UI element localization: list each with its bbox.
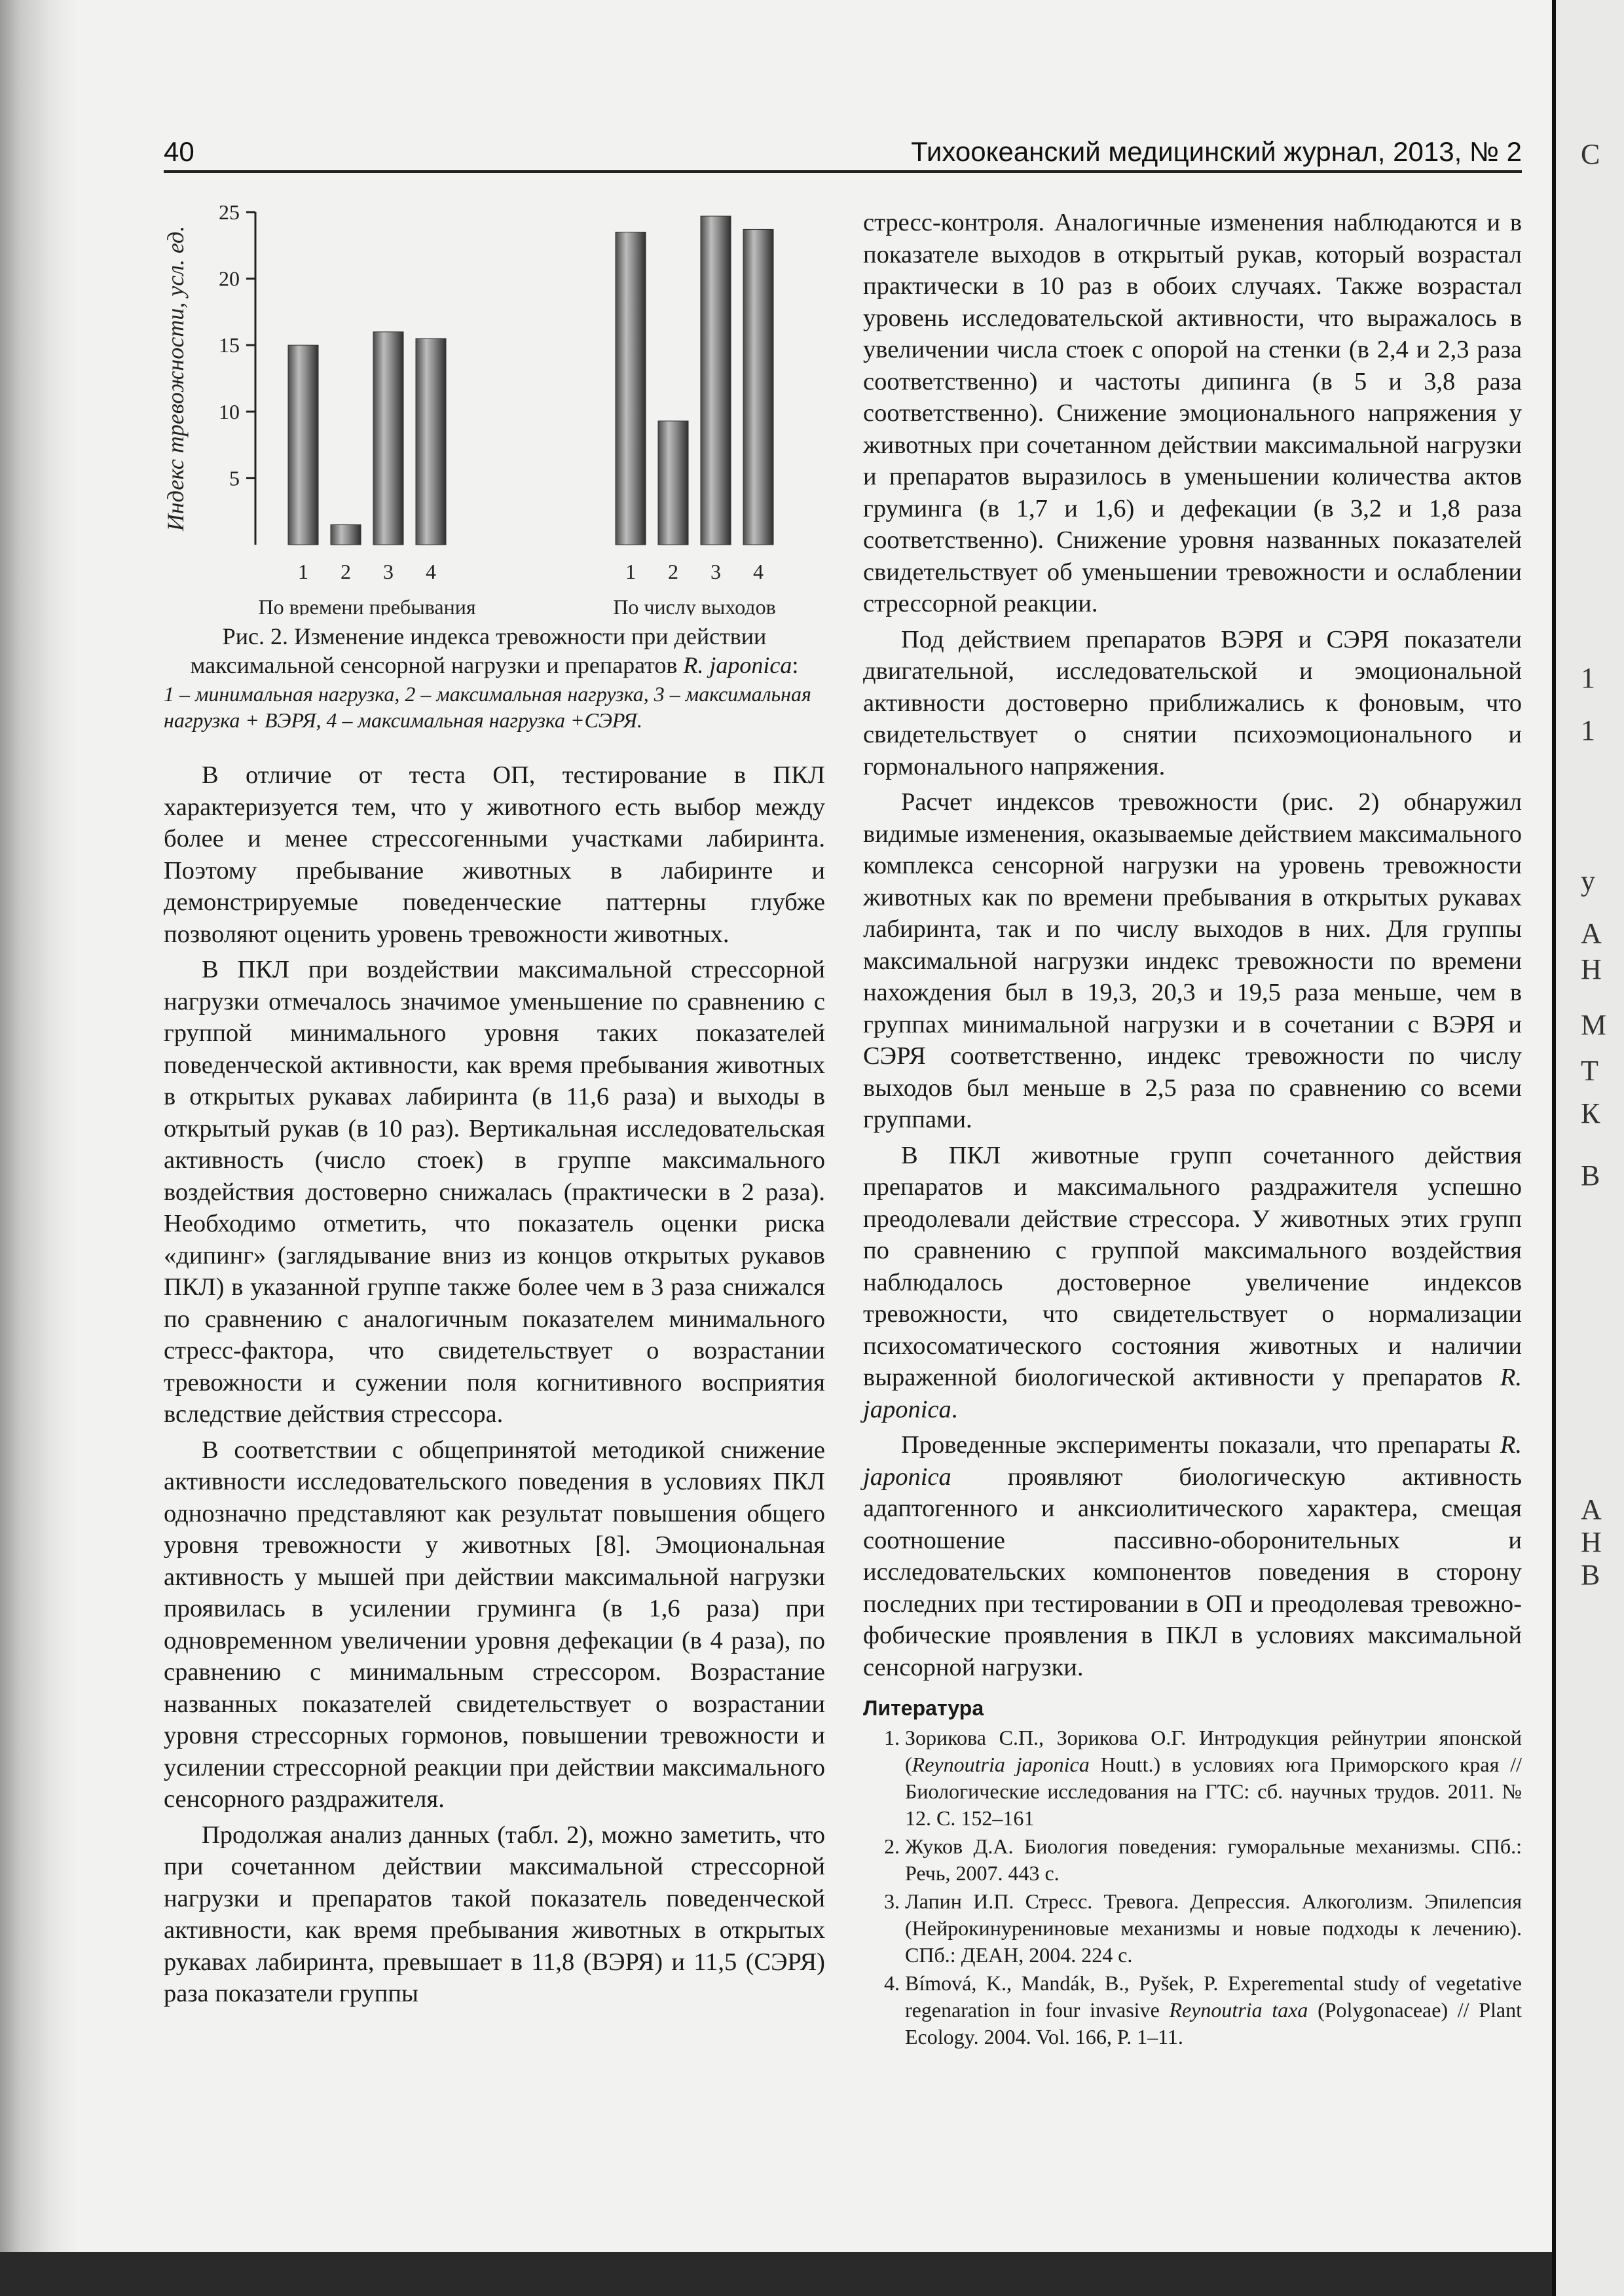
next-page-fragment: Т	[1581, 1055, 1598, 1087]
y-tick-label: 10	[219, 399, 240, 424]
bar	[288, 345, 318, 545]
caption-line-2-text: максимальной сенсорной нагрузки и препаратов	[190, 652, 684, 678]
left-paragraph-4: Продолжая анализ данных (табл. 2), можно заметить, что при сочетанном действии максимальной стрессорной нагрузки и препаратов такой показатель поведенческой активности, как время пребывания животных в открытых рукавах лабиринта, превышает в 11,8 (ВЭРЯ) и 11,5 (СЭРЯ) раза показатели группы	[164, 1821, 825, 2007]
y-tick-label: 25	[219, 200, 240, 224]
page-number: 40	[164, 136, 194, 167]
references	[863, 1695, 1522, 2050]
reference-item	[905, 1888, 1522, 1969]
figure-legend: 1 – минимальная нагрузка, 2 – максимальная нагрузка, 3 – максимальная нагрузка + ВЭРЯ, 4 – максимальная нагрузка +СЭРЯ.	[164, 682, 811, 732]
reference-text-end: (Polygonaceae) // Plant Ecology. 2004. Vol. 166, P. 1–11.	[905, 1998, 1522, 2049]
reference-italic: Reynoutria japonica	[912, 1753, 1090, 1776]
reference-item	[905, 1970, 1522, 2050]
group-label: По числу выходов	[613, 595, 776, 615]
references-list	[863, 1724, 1522, 2050]
caption-line-2	[164, 651, 825, 680]
y-axis-label: Индекс тревожности, усл. ед.	[164, 225, 189, 532]
reference-text-end: Houtt.) в условиях юга Приморского края // Биологические исследования на ГТС: сб. научных трудов. 2011. № 12. С. 152–161	[905, 1753, 1522, 1830]
next-page-fragment: К	[1581, 1097, 1600, 1129]
figure-caption	[164, 622, 825, 680]
right-paragraph-5	[863, 1429, 1522, 1683]
bar	[373, 332, 403, 545]
right-paragraph-5-rest: проявляют биологическую активность адаптогенного и анксиолитического характера, смещая соотношение пассивно-оборонительных и исследовательских компонентов поведения в сторону последних при тестировании в ОП и преодолевая тревожно-фобические проявления в ПКЛ в условиях максимальной сенсорной нагрузки.	[863, 1463, 1522, 1681]
y-tick-label: 20	[219, 266, 240, 291]
next-page-fragment: А	[1581, 917, 1602, 949]
x-category-label: 2	[341, 560, 351, 583]
left-column	[164, 759, 825, 2014]
bar	[658, 421, 688, 545]
next-page-fragment: 1	[1581, 662, 1595, 694]
running-header	[164, 130, 1522, 173]
left-paragraph-1: В отличие от теста ОП, тестирование в ПКЛ характеризуется тем, что у животного есть выбор между более и менее стрессогенными участками лабиринта. Поэтому пребывание животных в лабиринте и демонстрируемые поведенческие паттерны глубже позволяют оценить уровень тревожности животных.	[164, 761, 825, 948]
x-category-label: 2	[668, 560, 678, 583]
bar	[616, 232, 646, 545]
right-paragraph-4-text: В ПКЛ животные групп сочетанного действия препаратов и максимального раздражителя успешно преодолевали действие стрессора. У животных этих групп по сравнению с группой максимального воздействия наблюдалось достоверное увеличение индексов тревожности, что свидетельствует о нормализации психосоматического состояния животных и наличии выраженной биологической активности у препаратов	[863, 1141, 1522, 1391]
anxiety-index-chart	[164, 196, 825, 615]
next-page-fragment: Н	[1581, 953, 1602, 985]
next-page-fragment: М	[1581, 1009, 1607, 1041]
book-gutter-shadow	[0, 0, 79, 2252]
next-page-fragment: у	[1581, 865, 1595, 897]
left-paragraph-2: В ПКЛ при воздействии максимальной стрессорной нагрузки отмечалось значимое уменьшение по сравнению с группой минимального уровня таких показателей поведенческой активности, как время пребывания животных в открытых рукавах лабиринта (в 11,6 раза) и выходы в открытый рукав (в 10 раз). Вертикальная исследовательская активность (число стоек) в группе максимального воздействия достоверно снижалась (практически в 2 раза). Необходимо отметить, что показатель оценки риска «дипинг» (заглядывание вниз из концов открытых рукавов ПКЛ) в указанной группе также более чем в 3 раза снижался по сравнению с аналогичным показателем минимального стресс-фактора, что свидетельствует о возрастании тревожности и сужении поля когнитивного восприятия вследствие действия стрессора.	[164, 956, 825, 1428]
right-column	[863, 207, 1522, 2052]
right-paragraph-2: Под действием препаратов ВЭРЯ и СЭРЯ показатели двигательной, исследовательской и эмоциональной активности достоверно приближались к фоновым, что свидетельствует о снятии психоэмоционального и гормонального напряжения.	[863, 625, 1522, 780]
adjacent-page-edge	[1552, 0, 1624, 2296]
journal-title: Тихоокеанский медицинский журнал, 2013, № 2	[911, 136, 1522, 167]
reference-item	[905, 1833, 1522, 1887]
species-name: R. japonica	[863, 1431, 1522, 1491]
next-page-fragment: В	[1581, 1559, 1600, 1591]
next-page-fragment: С	[1581, 138, 1600, 170]
right-paragraph-1: стресс-контроля. Аналогичные изменения наблюдаются и в показателе выходов в открытый рукав, который возрастал практически в 10 раз в обоих случаях. Также возрастал уровень исследовательской активности, что выражалось в увеличении числа стоек с опорой на стенки (в 2,4 и 2,3 раза соответственно) и частоты дипинга (в 5 и 3,8 раза соответственно). Снижение эмоционального напряжения у животных при сочетанном действии максимальной нагрузки и препаратов выразилось в уменьшении количества актов груминга (в 1,7 и 1,6) и дефекации (в 3,2 и 1,8 раза соответственно). Снижение уровня названных показателей свидетельствует об уменьшении тревожности и ослаблении стрессорной реакции.	[863, 209, 1522, 617]
y-tick-label: 15	[219, 333, 240, 357]
next-page-fragment: А	[1581, 1493, 1602, 1525]
x-category-label: 4	[753, 560, 764, 583]
caption-line-1: Рис. 2. Изменение индекса тревожности при действии	[222, 623, 767, 649]
reference-italic: Reynoutria taxa	[1169, 1998, 1308, 2022]
bar	[331, 525, 361, 545]
reference-text: Жуков Д.А. Биология поведения: гуморальные механизмы. СПб.: Речь, 2007. 443 с.	[905, 1834, 1522, 1885]
caption-colon: :	[792, 652, 799, 678]
figure-2	[164, 196, 825, 740]
x-category-label: 4	[426, 560, 436, 583]
bar	[416, 338, 446, 545]
reference-text: Лапин И.П. Стресс. Тревога. Депрессия. Алкоголизм. Эпилепсия (Нейрокинурениновые механизмы и новые подходы к лечению). СПб.: ДЕАН, 2004. 224 с.	[905, 1889, 1522, 1967]
caption-species: R. japonica	[683, 652, 792, 678]
species-name: R. japonica	[863, 1364, 1522, 1423]
right-paragraph-4	[863, 1140, 1522, 1426]
next-page-fragment: 1	[1581, 714, 1595, 746]
right-paragraph-3: Расчет индексов тревожности (рис. 2) обнаружил видимые изменения, оказываемые действием максимального комплекса сенсорной нагрузки на уровень тревожности животных как по времени пребывания в открытых рукавах лабиринта, так и по числу выходов в них. Для группы максимальной нагрузки индекс тревожности по времени нахождения был в 19,3, 20,3 и 19,5 раза меньше, чем в группах минимальной нагрузки и в сочетании с ВЭРЯ и СЭРЯ соответственно, индекс тревожности по числу выходов был меньше в 2,5 раза по сравнению со всеми группами.	[863, 788, 1522, 1133]
right-paragraph-5-start: Проведенные эксперименты показали, что препараты	[901, 1431, 1500, 1459]
next-page-fragment: Н	[1581, 1526, 1602, 1558]
next-page-fragment: В	[1581, 1159, 1600, 1192]
x-category-label: 1	[625, 560, 636, 583]
right-paragraph-4-end: .	[951, 1395, 958, 1423]
left-paragraph-3: В соответствии с общепринятой методикой снижение активности исследовательского поведения в условиях ПКЛ однозначно представляют как результат повышения общего уровня тревожности у животных [8]. Эмоциональная активность у мышей при действии максимальной нагрузки проявилась в усилении груминга (в 1,6 раза) при одновременном увеличении уровня дефекации (в 4 раза), по сравнению с минимальным стрессором. Возрастание названных показателей свидетельствует о возрастании уровня стрессорных гормонов, повышении тревожности и усилении стрессорной реакции при действии максимального сенсорного раздражителя.	[164, 1436, 825, 1813]
reference-text: Зорикова С.П., Зорикова О.Г. Интродукция рейнутрии японской (	[905, 1726, 1522, 1776]
x-category-label: 1	[298, 560, 308, 583]
y-tick-label: 5	[229, 466, 240, 490]
x-category-label: 3	[383, 560, 394, 583]
bar	[701, 216, 731, 545]
reference-text: Bímová, K., Mandák, B., Pyšek, P. Experemental study of vegetative regenaration in four invasive	[905, 1971, 1522, 2022]
bar	[743, 229, 773, 545]
x-category-label: 3	[710, 560, 721, 583]
references-title: Литература	[863, 1696, 984, 1720]
group-label: По времени пребывания	[258, 595, 476, 615]
reference-item	[905, 1724, 1522, 1832]
